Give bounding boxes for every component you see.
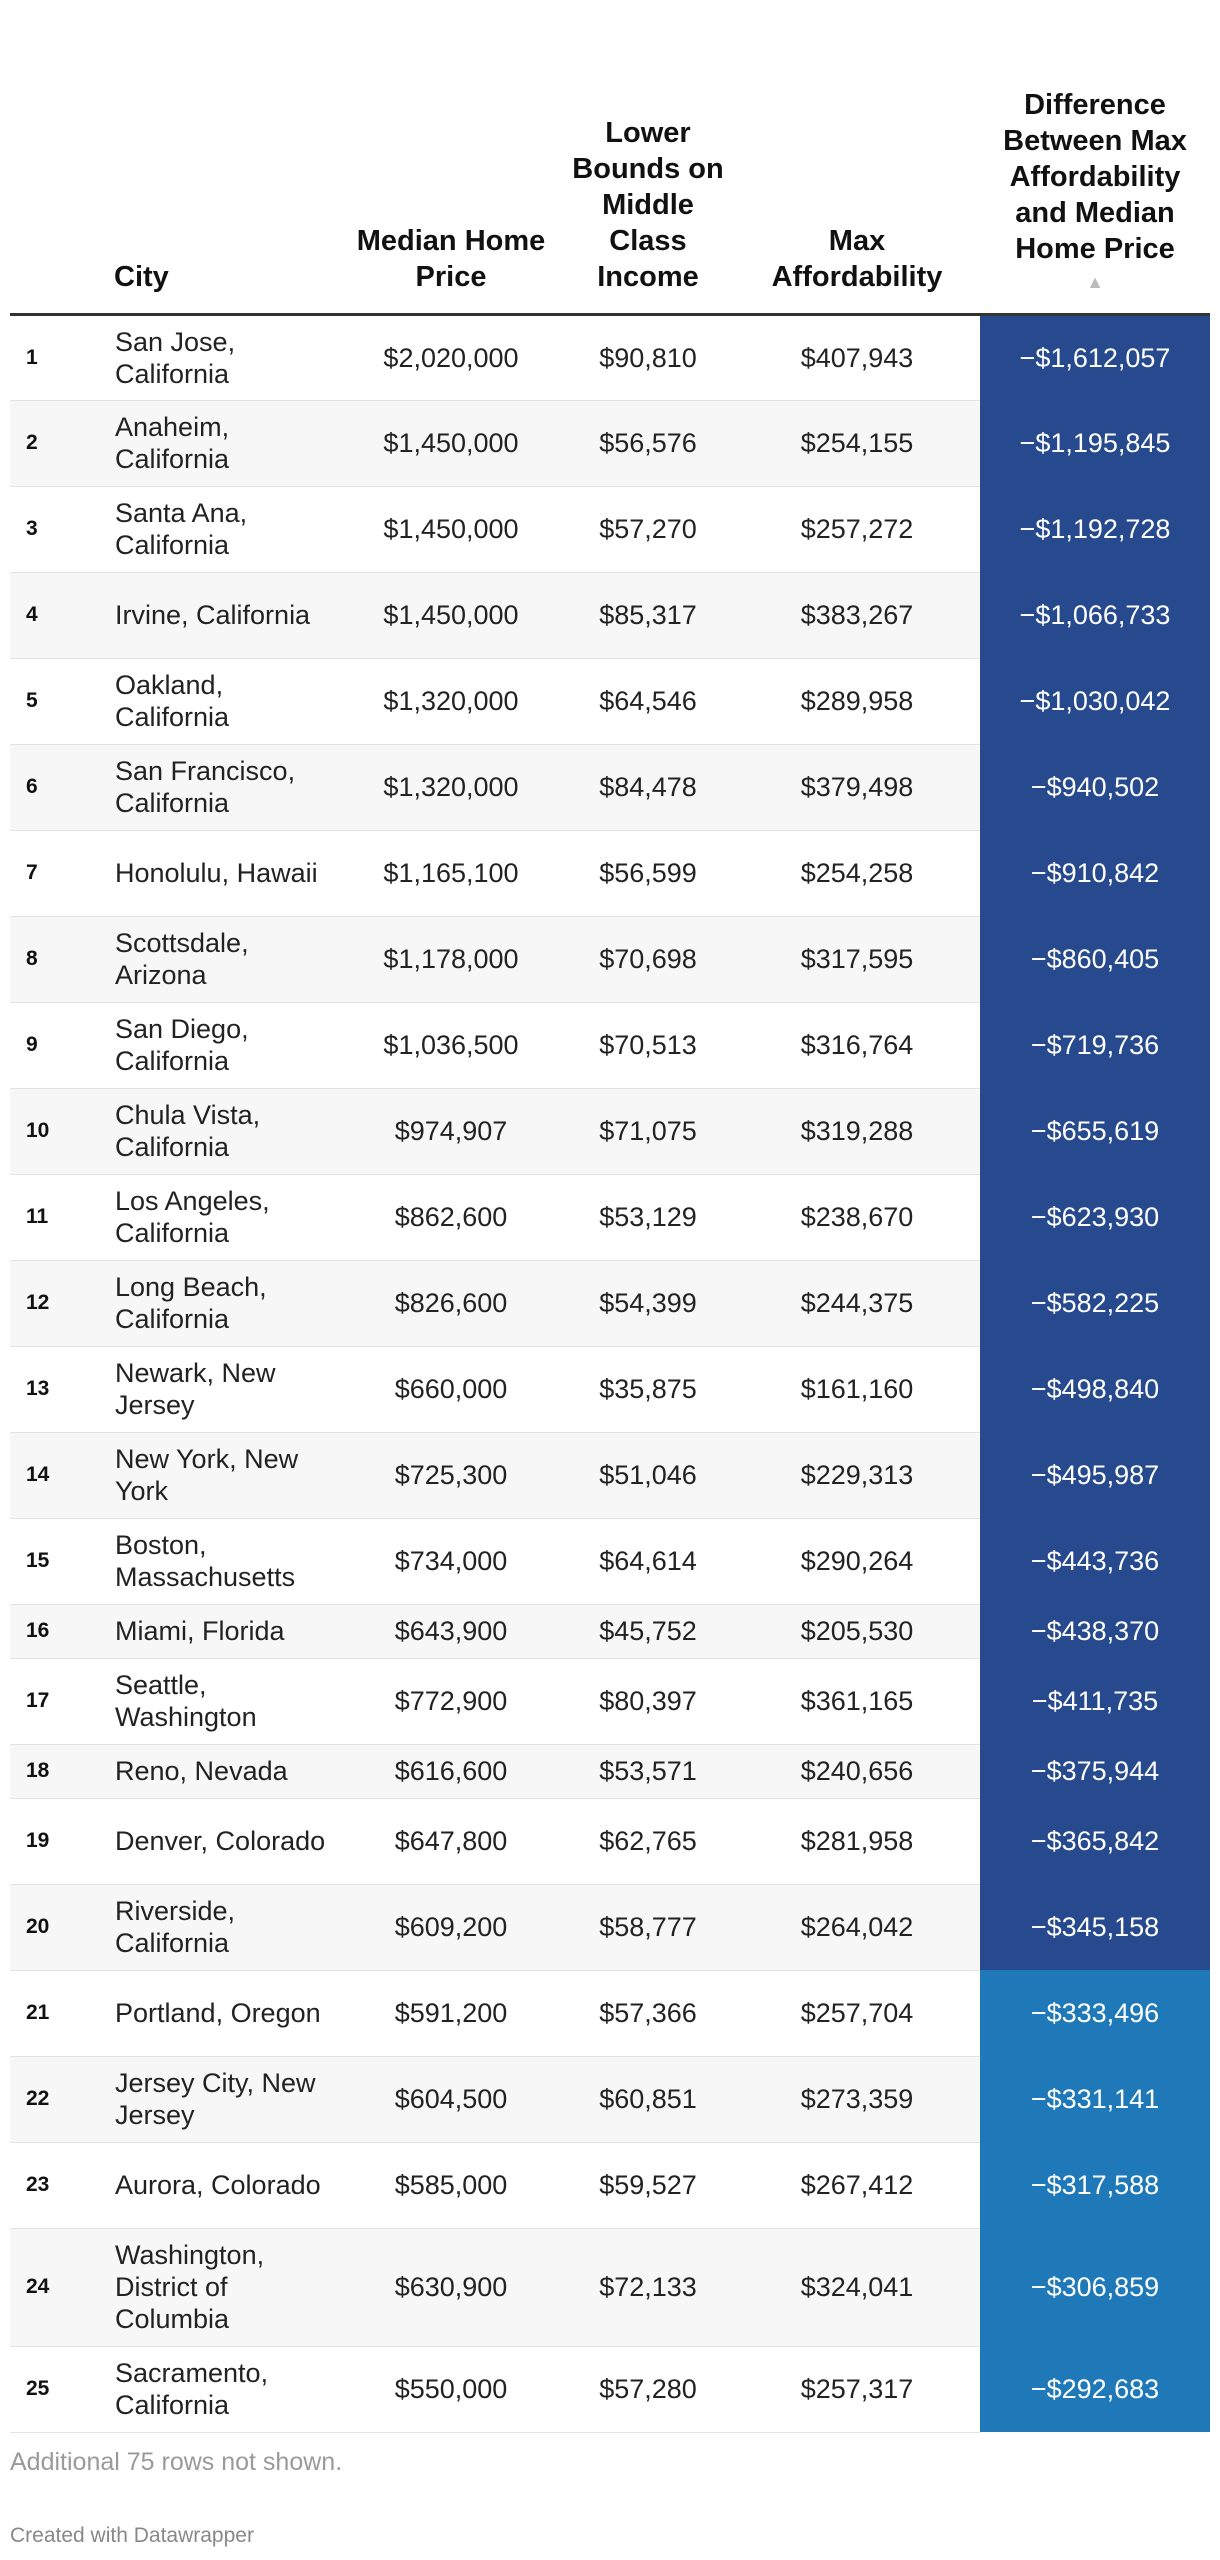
difference-cell: −$365,842	[980, 1798, 1210, 1884]
median-home-price-cell: $660,000	[340, 1346, 562, 1432]
lower-bounds-income-cell: $62,765	[562, 1798, 734, 1884]
lower-bounds-income-cell: $56,576	[562, 400, 734, 486]
median-home-price-cell: $2,020,000	[340, 314, 562, 400]
rank-cell: 13	[10, 1346, 114, 1432]
city-cell: Chula Vista, California	[114, 1088, 340, 1174]
table-row	[10, 1884, 1210, 1970]
lower-bounds-income-cell: $72,133	[562, 2228, 734, 2346]
difference-cell: −$333,496	[980, 1970, 1210, 2056]
difference-cell: −$317,588	[980, 2142, 1210, 2228]
difference-cell: −$375,944	[980, 1744, 1210, 1798]
difference-cell: −$443,736	[980, 1518, 1210, 1604]
city-cell: Scottsdale, Arizona	[114, 916, 340, 1002]
table-row	[10, 486, 1210, 572]
table-row	[10, 1002, 1210, 1088]
max-affordability-cell: $290,264	[734, 1518, 980, 1604]
median-home-price-cell: $1,450,000	[340, 572, 562, 658]
city-cell: Washington, District of Columbia	[114, 2228, 340, 2346]
rank-cell: 6	[10, 744, 114, 830]
table-row	[10, 1798, 1210, 1884]
rank-cell: 23	[10, 2142, 114, 2228]
difference-cell: −$331,141	[980, 2056, 1210, 2142]
median-home-price-cell: $604,500	[340, 2056, 562, 2142]
city-cell: Oakland, California	[114, 658, 340, 744]
rank-cell: 16	[10, 1604, 114, 1658]
rank-cell: 17	[10, 1658, 114, 1744]
city-cell: Los Angeles, California	[114, 1174, 340, 1260]
max-affordability-cell: $273,359	[734, 2056, 980, 2142]
median-home-price-cell: $585,000	[340, 2142, 562, 2228]
table-row	[10, 400, 1210, 486]
max-affordability-cell: $316,764	[734, 1002, 980, 1088]
table-row	[10, 1432, 1210, 1518]
rank-cell: 7	[10, 830, 114, 916]
city-cell: Honolulu, Hawaii	[114, 830, 340, 916]
median-home-price-cell: $734,000	[340, 1518, 562, 1604]
sort-ascending-icon[interactable]: ▲	[1086, 271, 1104, 292]
header-row	[10, 0, 1210, 314]
difference-cell: −$495,987	[980, 1432, 1210, 1518]
rank-cell: 1	[10, 314, 114, 400]
table-row	[10, 1604, 1210, 1658]
table-row	[10, 572, 1210, 658]
max-affordability-cell: $317,595	[734, 916, 980, 1002]
max-affordability-cell: $254,258	[734, 830, 980, 916]
difference-cell: −$910,842	[980, 830, 1210, 916]
rank-cell: 14	[10, 1432, 114, 1518]
max-affordability-cell: $324,041	[734, 2228, 980, 2346]
difference-cell: −$345,158	[980, 1884, 1210, 1970]
city-cell: Aurora, Colorado	[114, 2142, 340, 2228]
rank-cell: 9	[10, 1002, 114, 1088]
lower-bounds-income-cell: $70,698	[562, 916, 734, 1002]
difference-cell: −$860,405	[980, 916, 1210, 1002]
table-row	[10, 1744, 1210, 1798]
median-home-price-cell: $1,178,000	[340, 916, 562, 1002]
table-header	[10, 0, 1210, 314]
city-cell: Miami, Florida	[114, 1604, 340, 1658]
table-row	[10, 314, 1210, 400]
rank-cell: 8	[10, 916, 114, 1002]
rank-cell: 19	[10, 1798, 114, 1884]
median-home-price-cell: $1,036,500	[340, 1002, 562, 1088]
header-difference[interactable]	[980, 0, 1210, 314]
table-row	[10, 1088, 1210, 1174]
lower-bounds-income-cell: $59,527	[562, 2142, 734, 2228]
lower-bounds-income-cell: $58,777	[562, 1884, 734, 1970]
city-cell: Denver, Colorado	[114, 1798, 340, 1884]
rank-cell: 11	[10, 1174, 114, 1260]
max-affordability-cell: $229,313	[734, 1432, 980, 1518]
difference-cell: −$1,066,733	[980, 572, 1210, 658]
difference-cell: −$1,192,728	[980, 486, 1210, 572]
table-row	[10, 1260, 1210, 1346]
lower-bounds-income-cell: $84,478	[562, 744, 734, 830]
max-affordability-cell: $254,155	[734, 400, 980, 486]
median-home-price-cell: $591,200	[340, 1970, 562, 2056]
table-container	[10, 0, 1210, 2433]
difference-cell: −$655,619	[980, 1088, 1210, 1174]
rank-cell: 18	[10, 1744, 114, 1798]
rank-cell: 12	[10, 1260, 114, 1346]
max-affordability-cell: $289,958	[734, 658, 980, 744]
max-affordability-cell: $383,267	[734, 572, 980, 658]
header-city[interactable]: City	[114, 0, 340, 314]
lower-bounds-income-cell: $90,810	[562, 314, 734, 400]
median-home-price-cell: $609,200	[340, 1884, 562, 1970]
city-cell: Long Beach, California	[114, 1260, 340, 1346]
lower-bounds-income-cell: $53,571	[562, 1744, 734, 1798]
lower-bounds-income-cell: $57,366	[562, 1970, 734, 2056]
rank-cell: 20	[10, 1884, 114, 1970]
rank-cell: 5	[10, 658, 114, 744]
lower-bounds-income-cell: $60,851	[562, 2056, 734, 2142]
city-cell: New York, New York	[114, 1432, 340, 1518]
city-cell: Anaheim, California	[114, 400, 340, 486]
lower-bounds-income-cell: $71,075	[562, 1088, 734, 1174]
table-row	[10, 830, 1210, 916]
table-row	[10, 658, 1210, 744]
median-home-price-cell: $1,320,000	[340, 744, 562, 830]
table-row	[10, 2346, 1210, 2432]
header-rank	[10, 0, 114, 314]
credit-link[interactable]: Created with Datawrapper	[10, 2524, 254, 2547]
lower-bounds-income-cell: $53,129	[562, 1174, 734, 1260]
max-affordability-cell: $257,317	[734, 2346, 980, 2432]
difference-cell: −$498,840	[980, 1346, 1210, 1432]
median-home-price-cell: $647,800	[340, 1798, 562, 1884]
lower-bounds-income-cell: $57,280	[562, 2346, 734, 2432]
city-cell: Boston, Massachusetts	[114, 1518, 340, 1604]
difference-cell: −$438,370	[980, 1604, 1210, 1658]
lower-bounds-income-cell: $64,614	[562, 1518, 734, 1604]
table-row	[10, 1346, 1210, 1432]
city-cell: San Francisco, California	[114, 744, 340, 830]
lower-bounds-income-cell: $35,875	[562, 1346, 734, 1432]
lower-bounds-income-cell: $56,599	[562, 830, 734, 916]
median-home-price-cell: $862,600	[340, 1174, 562, 1260]
city-cell: Newark, New Jersey	[114, 1346, 340, 1432]
header-lower-bounds-income[interactable]: Lower Bounds on Middle Class Income	[562, 0, 734, 314]
rank-cell: 21	[10, 1970, 114, 2056]
median-home-price-cell: $1,450,000	[340, 400, 562, 486]
rank-cell: 15	[10, 1518, 114, 1604]
city-cell: San Jose, California	[114, 314, 340, 400]
city-cell: Riverside, California	[114, 1884, 340, 1970]
median-home-price-cell: $643,900	[340, 1604, 562, 1658]
city-cell: Irvine, California	[114, 572, 340, 658]
lower-bounds-income-cell: $64,546	[562, 658, 734, 744]
difference-cell: −$940,502	[980, 744, 1210, 830]
max-affordability-cell: $281,958	[734, 1798, 980, 1884]
table-body	[10, 314, 1210, 2432]
max-affordability-cell: $264,042	[734, 1884, 980, 1970]
header-max-affordability[interactable]: Max Affordability	[734, 0, 980, 314]
median-home-price-cell: $630,900	[340, 2228, 562, 2346]
rank-cell: 2	[10, 400, 114, 486]
footer-note: Additional 75 rows not shown.	[10, 2448, 343, 2476]
city-cell: Jersey City, New Jersey	[114, 2056, 340, 2142]
header-median-home-price[interactable]: Median Home Price	[340, 0, 562, 314]
lower-bounds-income-cell: $54,399	[562, 1260, 734, 1346]
city-cell: Santa Ana, California	[114, 486, 340, 572]
max-affordability-cell: $267,412	[734, 2142, 980, 2228]
difference-cell: −$411,735	[980, 1658, 1210, 1744]
city-cell: Seattle, Washington	[114, 1658, 340, 1744]
city-cell: Portland, Oregon	[114, 1970, 340, 2056]
max-affordability-cell: $257,704	[734, 1970, 980, 2056]
difference-cell: −$1,195,845	[980, 400, 1210, 486]
max-affordability-cell: $205,530	[734, 1604, 980, 1658]
max-affordability-cell: $161,160	[734, 1346, 980, 1432]
table-row	[10, 744, 1210, 830]
max-affordability-cell: $379,498	[734, 744, 980, 830]
rank-cell: 24	[10, 2228, 114, 2346]
difference-cell: −$623,930	[980, 1174, 1210, 1260]
rank-cell: 3	[10, 486, 114, 572]
difference-cell: −$292,683	[980, 2346, 1210, 2432]
city-cell: San Diego, California	[114, 1002, 340, 1088]
city-cell: Reno, Nevada	[114, 1744, 340, 1798]
table-row	[10, 1970, 1210, 2056]
difference-cell: −$1,612,057	[980, 314, 1210, 400]
max-affordability-cell: $407,943	[734, 314, 980, 400]
max-affordability-cell: $240,656	[734, 1744, 980, 1798]
table-row	[10, 1658, 1210, 1744]
median-home-price-cell: $1,320,000	[340, 658, 562, 744]
table-row	[10, 2228, 1210, 2346]
difference-cell: −$719,736	[980, 1002, 1210, 1088]
lower-bounds-income-cell: $80,397	[562, 1658, 734, 1744]
difference-cell: −$1,030,042	[980, 658, 1210, 744]
max-affordability-cell: $244,375	[734, 1260, 980, 1346]
table-row	[10, 2142, 1210, 2228]
median-home-price-cell: $772,900	[340, 1658, 562, 1744]
header-difference-label: Difference Between Max Affordability and Median Home Price	[1003, 88, 1187, 265]
max-affordability-cell: $257,272	[734, 486, 980, 572]
rank-cell: 22	[10, 2056, 114, 2142]
city-cell: Sacramento, California	[114, 2346, 340, 2432]
max-affordability-cell: $238,670	[734, 1174, 980, 1260]
lower-bounds-income-cell: $57,270	[562, 486, 734, 572]
median-home-price-cell: $1,165,100	[340, 830, 562, 916]
difference-cell: −$582,225	[980, 1260, 1210, 1346]
median-home-price-cell: $974,907	[340, 1088, 562, 1174]
lower-bounds-income-cell: $70,513	[562, 1002, 734, 1088]
lower-bounds-income-cell: $85,317	[562, 572, 734, 658]
difference-cell: −$306,859	[980, 2228, 1210, 2346]
max-affordability-cell: $319,288	[734, 1088, 980, 1174]
rank-cell: 4	[10, 572, 114, 658]
rank-cell: 10	[10, 1088, 114, 1174]
lower-bounds-income-cell: $45,752	[562, 1604, 734, 1658]
data-table	[10, 0, 1210, 2433]
median-home-price-cell: $550,000	[340, 2346, 562, 2432]
table-row	[10, 1518, 1210, 1604]
median-home-price-cell: $826,600	[340, 1260, 562, 1346]
max-affordability-cell: $361,165	[734, 1658, 980, 1744]
median-home-price-cell: $1,450,000	[340, 486, 562, 572]
lower-bounds-income-cell: $51,046	[562, 1432, 734, 1518]
rank-cell: 25	[10, 2346, 114, 2432]
table-row	[10, 1174, 1210, 1260]
median-home-price-cell: $725,300	[340, 1432, 562, 1518]
table-row	[10, 916, 1210, 1002]
median-home-price-cell: $616,600	[340, 1744, 562, 1798]
table-row	[10, 2056, 1210, 2142]
